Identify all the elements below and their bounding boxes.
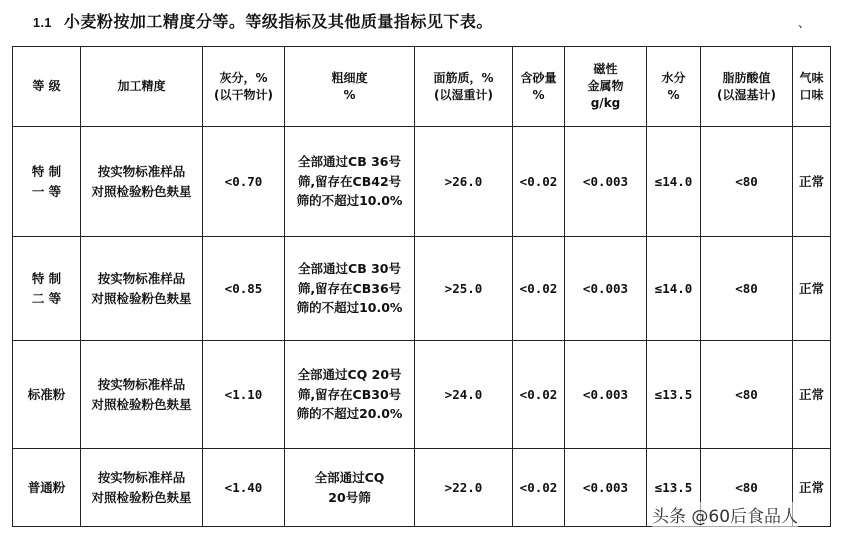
odor-cell: 正常 — [793, 127, 831, 237]
header-ash — [203, 47, 285, 127]
sand-cell: <0.02 — [513, 341, 565, 449]
magnetic-cell: <0.003 — [565, 237, 647, 341]
sand-cell: <0.02 — [513, 127, 565, 237]
sand-cell: <0.02 — [513, 237, 565, 341]
grade-cell-line: 二 等 — [31, 290, 62, 306]
precision-cell — [81, 237, 203, 341]
magnetic-cell: <0.003 — [565, 127, 647, 237]
fatty-acid-cell: <80 — [701, 237, 793, 341]
fineness-cell-line: 筛,留存在CB42号 — [297, 173, 402, 189]
header-line: 灰分，% — [219, 70, 268, 85]
precision-cell-line: 对照检验粉色麸星 — [91, 396, 192, 412]
gluten-cell: >25.0 — [415, 237, 513, 341]
title-text: 小麦粉按加工精度分等。等级指标及其他质量指标见下表。 — [63, 12, 493, 31]
grade-cell — [13, 341, 81, 449]
ash-cell: <1.40 — [203, 449, 285, 527]
header-fatty-acid — [701, 47, 793, 127]
magnetic-cell: <0.003 — [565, 341, 647, 449]
precision-cell-line: 对照检验粉色麸星 — [91, 183, 192, 199]
header-gluten — [415, 47, 513, 127]
precision-cell — [81, 127, 203, 237]
header-line: 水分 — [661, 70, 686, 85]
grade-cell-line: 特 制 — [31, 164, 62, 180]
precision-cell-line: 按实物标准样品 — [97, 164, 186, 180]
ash-cell: <1.10 — [203, 341, 285, 449]
magnetic-cell: <0.003 — [565, 449, 647, 527]
grade-cell-line: 特 制 — [31, 271, 62, 287]
header-sand — [513, 47, 565, 127]
header-line: 粗细度 — [331, 70, 368, 85]
table-row — [13, 237, 831, 341]
moisture-cell: ≤13.5 — [647, 449, 701, 527]
header-line: % — [532, 87, 545, 102]
precision-cell-line: 按实物标准样品 — [97, 470, 186, 486]
section-number: 1.1 — [33, 16, 52, 30]
header-line: 加工精度 — [117, 79, 166, 94]
header-line: 金属物 — [587, 79, 624, 94]
precision-cell — [81, 449, 203, 527]
ash-cell: <0.85 — [203, 237, 285, 341]
corner-mark: 、 — [798, 16, 811, 30]
fineness-cell-line: 筛,留存在CB36号 — [297, 280, 402, 296]
ash-cell: <0.70 — [203, 127, 285, 237]
fineness-cell-line: 全部通过CB 36号 — [298, 154, 401, 170]
gluten-cell: >22.0 — [415, 449, 513, 527]
sand-cell: <0.02 — [513, 449, 565, 527]
moisture-cell: ≤14.0 — [647, 237, 701, 341]
precision-cell-line: 按实物标准样品 — [97, 271, 186, 287]
precision-cell — [81, 341, 203, 449]
header-magnetic — [565, 47, 647, 127]
header-line: 面筋质，% — [433, 70, 494, 85]
header-line: 含砂量 — [520, 70, 557, 85]
moisture-cell: ≤13.5 — [647, 341, 701, 449]
gluten-cell: >26.0 — [415, 127, 513, 237]
fineness-cell-line: 20号筛 — [328, 489, 371, 505]
header-line: (以干物计) — [214, 87, 273, 102]
header-line: 脂肪酸值 — [722, 70, 771, 85]
fineness-cell — [285, 237, 415, 341]
grade-cell — [13, 237, 81, 341]
header-row — [13, 47, 831, 127]
wheat-flour-quality-table — [12, 46, 831, 527]
grade-cell-line: 普通粉 — [27, 479, 66, 495]
header-line: % — [667, 87, 680, 102]
header-line: g/kg — [590, 95, 621, 110]
header-odor — [793, 47, 831, 127]
header-line: % — [343, 87, 356, 102]
grade-cell — [13, 127, 81, 237]
header-fineness — [285, 47, 415, 127]
fatty-acid-cell: <80 — [701, 449, 793, 527]
fatty-acid-cell: <80 — [701, 341, 793, 449]
fineness-cell — [285, 449, 415, 527]
header-precision — [81, 47, 203, 127]
odor-cell: 正常 — [793, 449, 831, 527]
watermark: 头条 @60后食品人 — [652, 502, 798, 527]
fineness-cell-line: 筛,留存在CB30号 — [297, 386, 402, 402]
fatty-acid-cell: <80 — [701, 127, 793, 237]
header-grade — [13, 47, 81, 127]
header-line: 气味 — [799, 70, 824, 85]
precision-cell-line: 对照检验粉色麸星 — [91, 489, 192, 505]
header-line: 等 级 — [32, 79, 61, 94]
header-line: 口味 — [799, 87, 824, 102]
fineness-cell-line: 全部通过CQ 20号 — [297, 367, 402, 383]
odor-cell: 正常 — [793, 237, 831, 341]
grade-cell-line: 一 等 — [31, 183, 62, 199]
header-line: (以湿重计) — [434, 87, 493, 102]
table-row — [13, 341, 831, 449]
gluten-cell: >24.0 — [415, 341, 513, 449]
fineness-cell-line: 筛的不超过20.0% — [296, 406, 403, 422]
precision-cell-line: 按实物标准样品 — [97, 377, 186, 393]
header-line: (以湿基计) — [717, 87, 776, 102]
fineness-cell-line: 全部通过CQ — [314, 470, 385, 486]
odor-cell: 正常 — [793, 341, 831, 449]
moisture-cell: ≤14.0 — [647, 127, 701, 237]
grade-cell — [13, 449, 81, 527]
header-moisture — [647, 47, 701, 127]
grade-cell-line: 标准粉 — [27, 386, 66, 402]
fineness-cell-line: 筛的不超过10.0% — [296, 300, 403, 316]
table-row — [13, 127, 831, 237]
header-line: 磁性 — [593, 62, 618, 77]
fineness-cell — [285, 341, 415, 449]
fineness-cell — [285, 127, 415, 237]
document-title — [33, 9, 493, 32]
precision-cell-line: 对照检验粉色麸星 — [91, 290, 192, 306]
fineness-cell-line: 筛的不超过10.0% — [296, 193, 403, 209]
fineness-cell-line: 全部通过CB 30号 — [298, 261, 401, 277]
